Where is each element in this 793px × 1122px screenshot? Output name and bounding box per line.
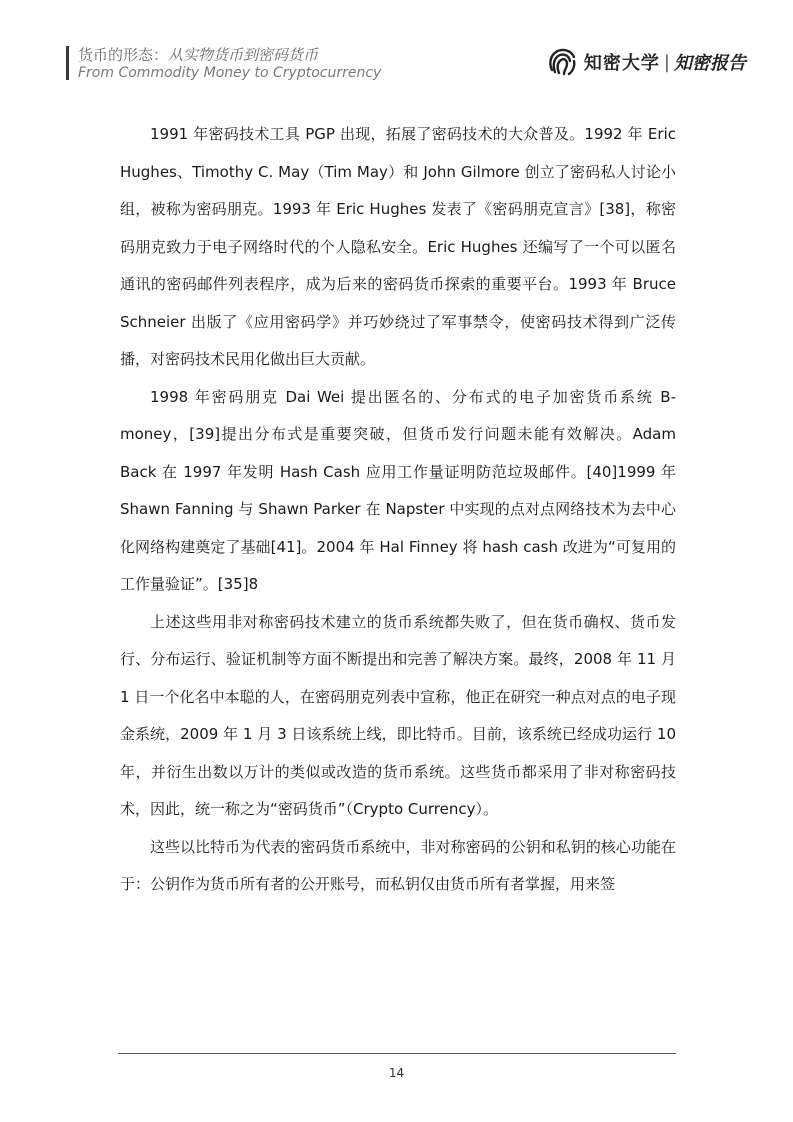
page-header [66,44,746,84]
page-number: 14 [388,1066,405,1080]
brand-name: 知密大学 [583,53,660,74]
fingerprint-icon [546,46,578,78]
body-text [120,116,676,904]
paragraph-pgp-cypherpunk: 1991 年密码技术工具 PGP 出现，拓展了密码技术的大众普及。1992 年 Eric Hughes、Timothy C. May（Tim May）和 John Gilmore 创立了密码私人讨论小组，被称为密码朋克。1993 年 Eric Hughes 发表了《密码朋克宣言》[38]，称密码朋克致力于电子网络时代的个人隐私安全。Eric Hughes 还编写了一个可以匿名通讯的密码邮件列表程序，成为后来的密码货币探索的重要平台。1993 年 Bruce Schneier 出版了《应用密码学》并巧妙绕过了军事禁令，使密码技术得到广泛传播，对密码技术民用化做出巨大贡献。 [120,125,676,368]
document-title-prefix: 货币的形态： [78,46,169,64]
document-title [78,44,318,65]
paragraph-bitcoin-origin: 上述这些用非对称密码技术建立的货币系统都失败了，但在货币确权、货币发行、分布运行、验证机制等方面不断提出和完善了解决方案。最终，2008 年 11 月 1 日一个化名中本聪的人，在密码朋克列表中宣称，他正在研究一种点对点的电子现金系统，2009 年 1 月 3 日该系统上线，即比特币。目前，该系统已经成功运行 10 年，并衍生出数以万计的类似或改造的货币系统。这些货币都采用了非对称密码技术，因此，统一称之为“密码货币”（Crypto Currency）。 [120,612,676,818]
document-subtitle: From Commodity Money to Cryptocurrency [78,65,382,81]
footer-divider [118,1053,676,1054]
brand-logo [546,42,746,82]
header-accent-bar [66,46,69,80]
document-title-rest: 从实物货币到密码货币 [168,46,319,64]
paragraph-b-money: 1998 年密码朋克 Dai Wei 提出匿名的、分布式的电子加密货币系统 B-money，[39]提出分布式是重要突破，但货币发行问题未能有效解决。Adam Back 在 1997 年发明 Hash Cash 应用工作量证明防范垃圾邮件。[40]1999 年 Shawn Fanning 与 Shawn Parker 在 Napster 中实现的点对点网络技术为去中心化网络构建奠定了基础[41]。2004 年 Hal Finney 将 hash cash 改进为“可复用的工作量验证”。[35]8 [120,387,676,593]
paragraph-key-function: 这些以比特币为代表的密码货币系统中，非对称密码的公钥和私钥的核心功能在于：公钥作为货币所有者的公开账号，而私钥仅由货币所有者掌握，用来签 [120,837,676,893]
report-brand-name: 知密报告 [674,53,746,74]
brand-separator: | [663,51,670,73]
